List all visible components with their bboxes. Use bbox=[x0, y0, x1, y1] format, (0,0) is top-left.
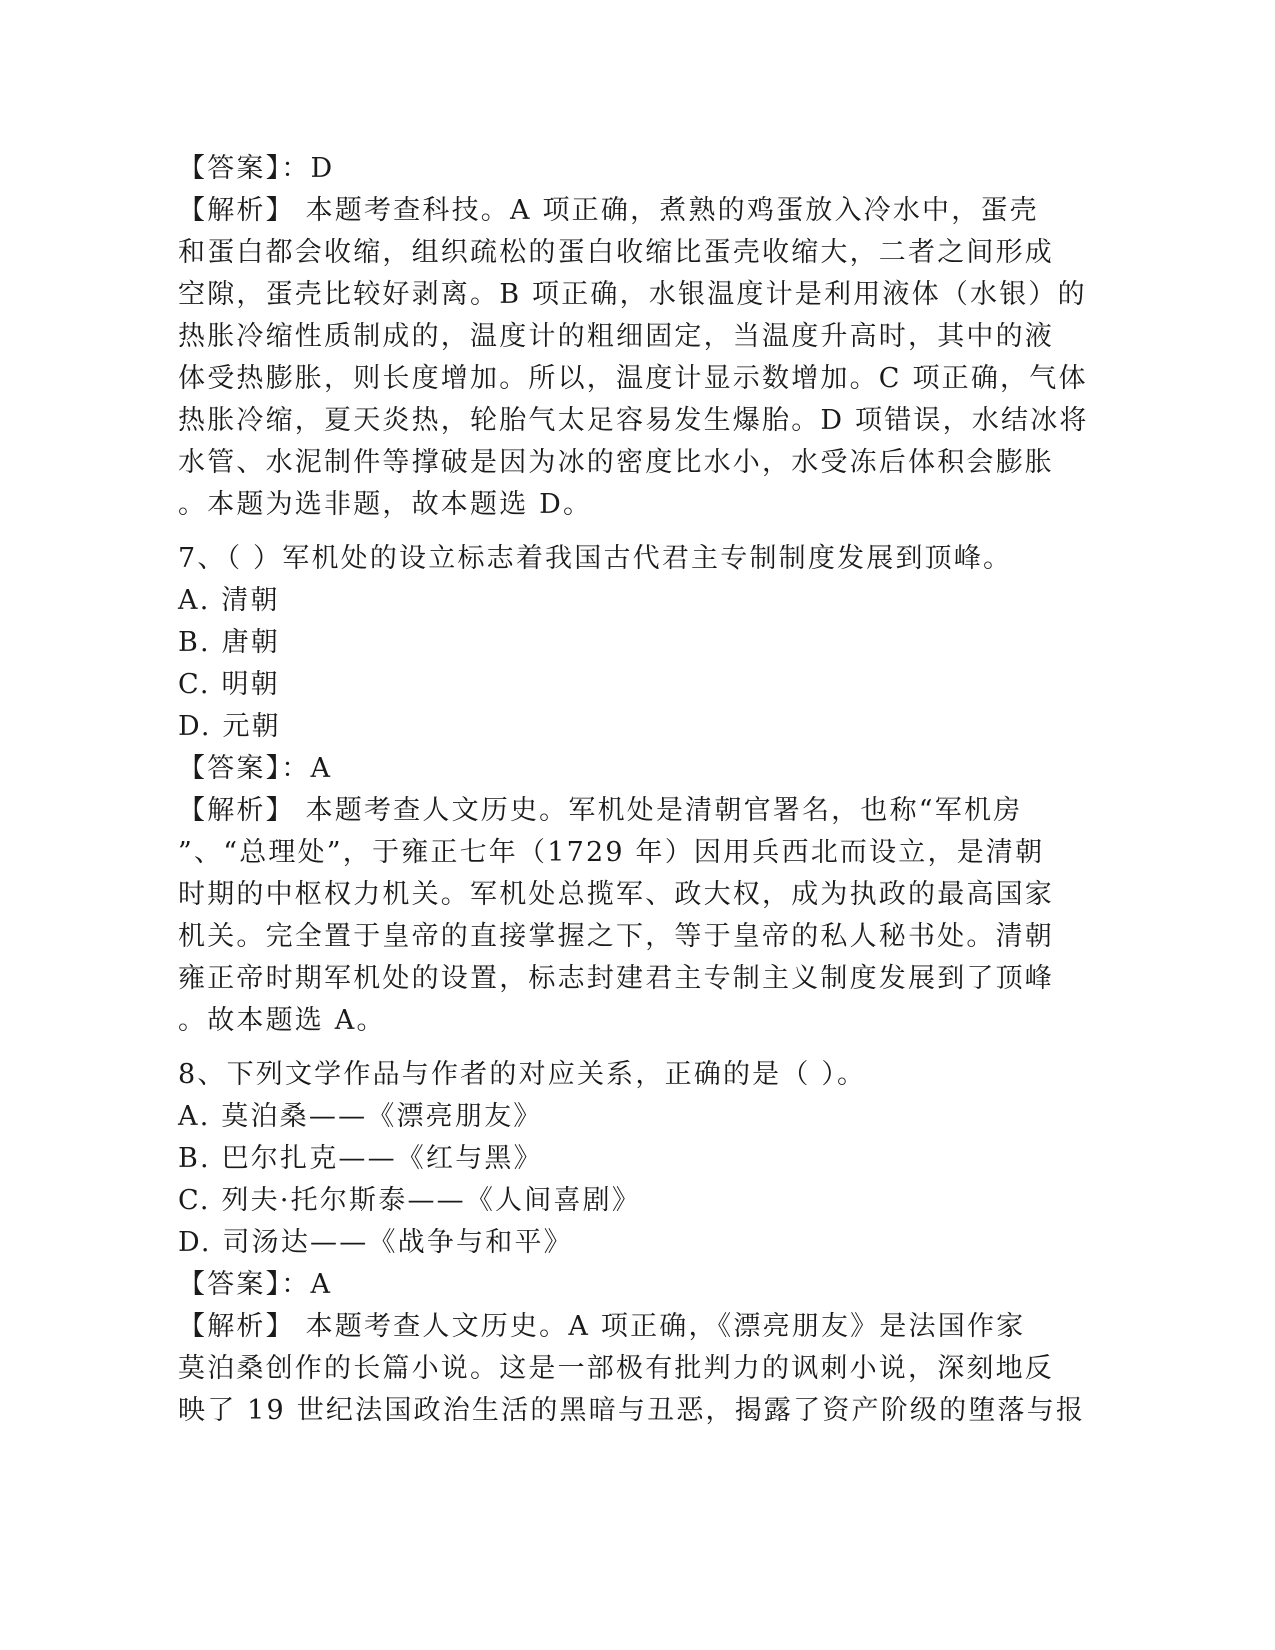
analysis-line: 【解析】 本题考查人文历史。军机处是清朝官署名，也称“军机房 bbox=[178, 795, 1023, 826]
question-8-block bbox=[178, 1054, 1086, 1432]
spacer bbox=[178, 526, 1078, 538]
analysis-line: 映了 19 世纪法国政治生活的黑暗与丑恶，揭露了资产阶级的堕落与报 bbox=[178, 1395, 1086, 1426]
spacer bbox=[178, 1042, 1078, 1054]
option-d: D. 司汤达——《战争与和平》 bbox=[178, 1227, 573, 1258]
option-d: D. 元朝 bbox=[178, 711, 281, 742]
analysis-line: ”、“总理处”，于雍正七年（1729 年）因用兵西北而设立，是清朝 bbox=[178, 837, 1045, 868]
document-page bbox=[178, 148, 1089, 1432]
answer-line: 【答案】：D bbox=[178, 153, 335, 184]
analysis-line: 热胀冷缩性质制成的，温度计的粗细固定，当温度升高时，其中的液 bbox=[178, 321, 1054, 352]
analysis-line: 水管、水泥制件等撑破是因为冰的密度比水小，水受冻后体积会膨胀 bbox=[178, 447, 1054, 478]
analysis-line: 和蛋白都会收缩，组织疏松的蛋白收缩比蛋壳收缩大，二者之间形成 bbox=[178, 237, 1054, 268]
analysis-line: 雍正帝时期军机处的设置，标志封建君主专制主义制度发展到了顶峰 bbox=[178, 963, 1054, 994]
analysis-line: 【解析】 本题考查科技。A 项正确，煮熟的鸡蛋放入冷水中，蛋壳 bbox=[178, 195, 1039, 226]
question-8-text: 8、下列文学作品与作者的对应关系，正确的是（ ）。 bbox=[178, 1059, 867, 1090]
analysis-line: 体受热膨胀，则长度增加。所以，温度计显示数增加。C 项正确，气体 bbox=[178, 363, 1088, 394]
analysis-line: 。本题为选非题，故本题选 D。 bbox=[178, 489, 593, 520]
analysis-line: 时期的中枢权力机关。军机处总揽军、政大权，成为执政的最高国家 bbox=[178, 879, 1054, 910]
question-6-answer-block bbox=[178, 148, 1089, 526]
question-7-text: 7、（ ）军机处的设立标志着我国古代君主专制制度发展到顶峰。 bbox=[178, 543, 1013, 574]
analysis-line: 机关。完全置于皇帝的直接掌握之下，等于皇帝的私人秘书处。清朝 bbox=[178, 921, 1054, 952]
option-c: C. 明朝 bbox=[178, 669, 280, 700]
answer-line: 【答案】：A bbox=[178, 1269, 333, 1300]
option-c: C. 列夫·托尔斯泰——《人间喜剧》 bbox=[178, 1185, 642, 1216]
analysis-line: 热胀冷缩，夏天炎热，轮胎气太足容易发生爆胎。D 项错误，水结冰将 bbox=[178, 405, 1089, 436]
answer-line: 【答案】：A bbox=[178, 753, 333, 784]
question-7-block bbox=[178, 538, 1078, 1042]
option-b: B. 唐朝 bbox=[178, 627, 281, 658]
analysis-line: 空隙，蛋壳比较好剥离。B 项正确，水银温度计是利用液体（水银）的 bbox=[178, 279, 1087, 310]
option-b: B. 巴尔扎克——《红与黑》 bbox=[178, 1143, 543, 1174]
option-a: A. 莫泊桑——《漂亮朋友》 bbox=[178, 1101, 543, 1132]
analysis-line: 【解析】 本题考查人文历史。A 项正确，《漂亮朋友》是法国作家 bbox=[178, 1311, 1026, 1342]
analysis-line: 。故本题选 A。 bbox=[178, 1005, 386, 1036]
analysis-line: 莫泊桑创作的长篇小说。这是一部极有批判力的讽刺小说，深刻地反 bbox=[178, 1353, 1054, 1384]
option-a: A. 清朝 bbox=[178, 585, 280, 616]
